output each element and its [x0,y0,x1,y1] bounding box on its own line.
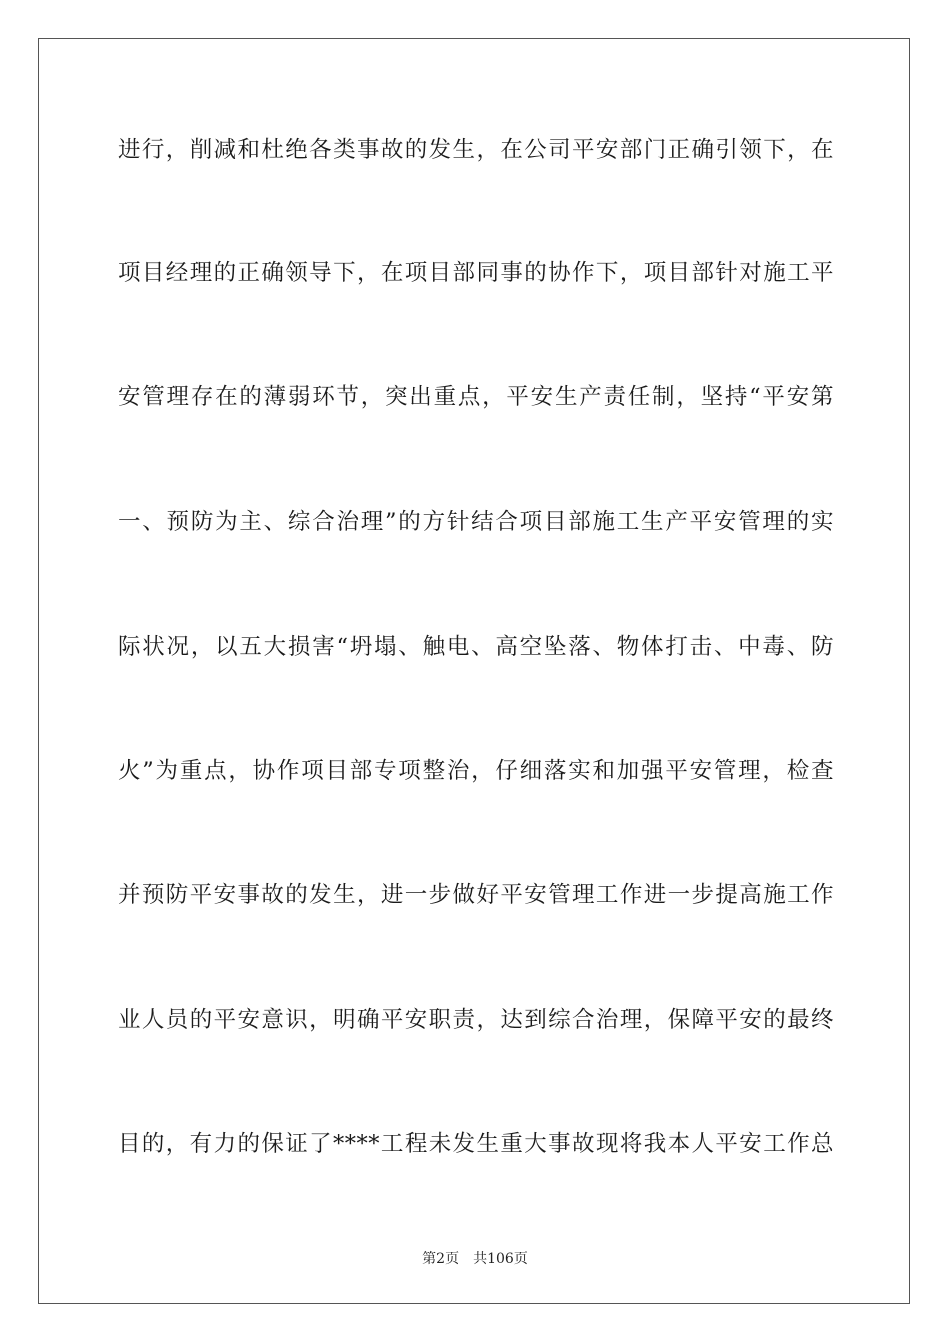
text-line: 并预防平安事故的发生，进一步做好平安管理工作进一步提高施工作 [118,882,834,908]
page-footer [0,1248,950,1268]
text-line: 目的，有力的保证了****工程未发生重大事故现将我本人平安工作总 [118,1131,834,1157]
text-line: 项目经理的正确领导下，在项目部同事的协作下，项目部针对施工平 [118,260,834,286]
text-line: 一、预防为主、综合治理”的方针结合项目部施工生产平安管理的实 [118,509,834,535]
page-number: 第2页 [422,1251,460,1267]
total-pages: 共106页 [473,1251,528,1267]
text-line: 业人员的平安意识，明确平安职责，达到综合治理，保障平安的最终 [118,1007,834,1033]
page-border [38,38,910,1304]
text-line: 进行，削减和杜绝各类事故的发生，在公司平安部门正确引领下，在 [118,137,834,163]
text-line: 火”为重点，协作项目部专项整治，仔细落实和加强平安管理，检查 [118,758,834,784]
text-line: 际状况，以五大损害“坍塌、触电、高空坠落、物体打击、中毒、防 [118,634,834,660]
text-line: 安管理存在的薄弱环节，突出重点，平安生产责任制，坚持“平安第 [118,384,834,410]
